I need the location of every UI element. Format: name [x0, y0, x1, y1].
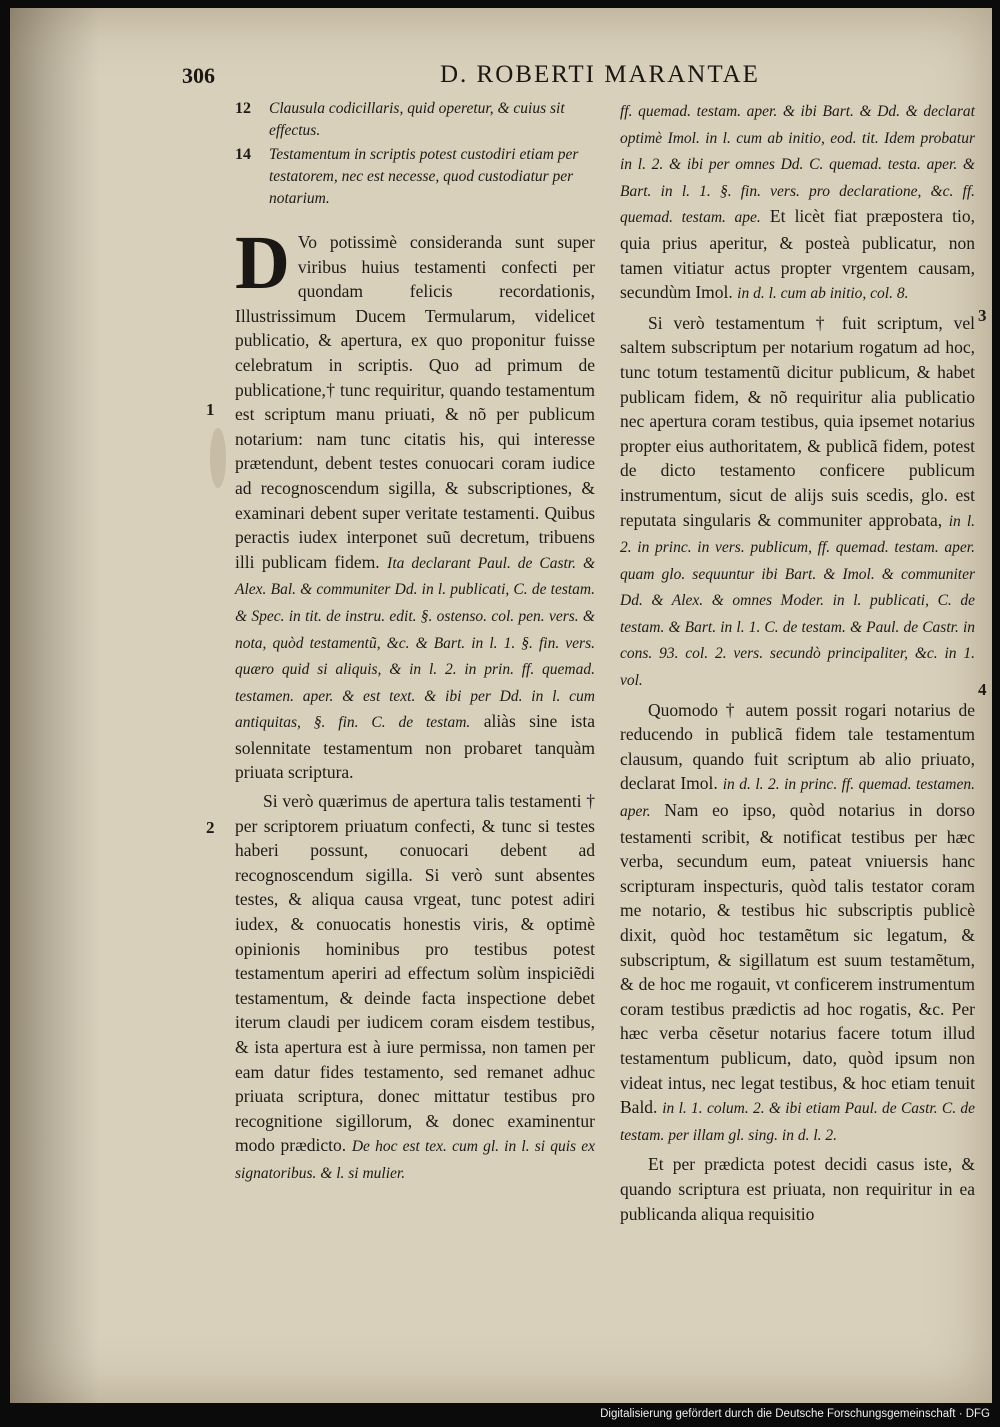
paragraph-4b-text: Nam eo ipso, quòd notarius in dorso testamenti scribit, & notificat testibus per hæc verba, secundum eum, pateat vniuersis hanc scripturam inspecturis, quòd talis testator coram me notario, & testibus hic subscriptis publicè dixit, quòd hoc testamẽtum sic legatum, & subscriptum, & sigillatum est suum testamẽtum, & de hoc me rogauit, vt conficerem instrumentum coram testibus prædictis ad hoc rogatis, &c. Per hæc verba cẽsetur notarius facere totum illud testamentum publicum, dato, quòd ipsum non videat intus, nec legat testibus, & hoc etiam tenuit Bald. — [620, 800, 975, 1118]
paragraph-3-text: Si verò testamentum † fuit scriptum, vel saltem subscriptum per notarium rogatum ad hoc, tunc totum testamentũ dicitur publicum, & habet publicam fidem, & nõ requiritur alia publicatio nec apertura coram testibus, quia ipsemet notarius propter eius authoritatem, & publicã fidem, potest de dicto testamento conficere publicum instrumentum, sicut de alijs suis scedis, glo. est reputata singularis & communiter approbata, — [620, 312, 975, 530]
summary-text: Clausula codicillaris, quid operetur, & cuius sit effectus. — [269, 100, 565, 139]
margin-note-number: 4 — [978, 680, 987, 699]
right-column — [620, 98, 975, 1230]
summary-text: Testamentum in scriptis potest custodiri etiam per testatorem, nec est necesse, quod custodiatur per notarium. — [269, 146, 579, 207]
footer-credit: Digitalisierung gefördert durch die Deutsche Forschungsgemeinschaft · DFG — [600, 1408, 990, 1420]
paragraph-1-text: Vo potissimè consideranda sunt super viribus huius testamenti confecti per quondam felicis recordationis, Illustrissimum Ducem Termularum, videlicet publicatio, & apertura, ex quo proponitur fuisse celebratum in scriptis. Quo ad primum de publicatione,† tunc requiritur, quando testamentum est scriptum manu priuati, & nõ per publicum notarium: nam tunc citatis his, qui interesse prætendunt, debent testes conuocari coram iudice ad recognoscendum sigilla, & subscriptiones, & examinari debent super veritate testamenti. Quibus peractis iudex interponet suũ decretum, tribuens illi publicam fidem. — [235, 232, 595, 572]
binding-gutter — [10, 8, 100, 1403]
paragraph-5-text: Et per prædicta potest decidi casus iste, & quando scriptura est priuata, non requiritur in ea publicanda aliqua requisitio — [620, 1154, 975, 1224]
paragraph-4-text: Quomodo † autem possit rogari notarius de reducendo in publicã fidem tale testamentum clausum, quando fuit scriptum ab alio priuato, declarat Imol. — [620, 699, 975, 794]
paragraph-2-text: Si verò quærimus de apertura talis testamenti † per scriptorem priuatum confecti, & tunc si testes haberi possunt, conuocari debent ad recognoscendum sigilla. Si verò sunt absentes testes, & aliqua causa vrgeat, tunc potest adiri iudex, & conuocatis honestis viris, & optimè opinionis hominibus pro testibus potest testamentum aperiri ad effectum solùm inspiciẽdi testamentum, & deinde facta inspectione debet iterum claudi per iudicem coram eisdem testibus, & ista apertura est à iure permissa, non tamen per eam datur fides testamento, sed remanet adhuc priuata scriptura, donec mittatur testibus pro recognitione sigillorum, & donec examinentur modo prædicto. — [235, 791, 595, 1156]
scanned-page — [10, 8, 992, 1403]
paragraph-4 — [620, 698, 975, 1149]
paragraph-1-reference: Ita declarant Paul. de Castr. & Alex. Bal. & communiter Dd. in l. publicati, C. de testam. & Spec. in tit. de instru. edit. §. ostenso. col. pen. vers. & nota, quòd testamentũ, &c. & Bart. in l. 1. §. fin. vers. quæro quid si aliquis, & in l. 2. in prin. ff. quemad. testamen. aper. & est text. & ibi per Dd. in l. cum antiquitas, §. fin. C. de testam. — [235, 554, 596, 732]
summary-item — [235, 98, 595, 142]
page-number: 306 — [182, 63, 215, 88]
paragraph-3 — [620, 311, 975, 694]
paragraph-1 — [235, 221, 596, 785]
paragraph-5 — [620, 1152, 975, 1226]
paper-stain — [210, 428, 226, 488]
summary-number: 14 — [235, 146, 251, 163]
paragraph-4-reference: in d. l. 2. in princ. ff. quemad. testamen. aper. — [620, 776, 975, 821]
paragraph-0-continued — [620, 98, 975, 307]
paragraph-4b-reference: in l. 1. colum. 2. & ibi etiam Paul. de Castr. C. de testam. per illam gl. sing. in d. l. 2. — [620, 1100, 976, 1144]
header-title: D. ROBERTI MARANTAE — [440, 61, 760, 88]
paragraph-1-tail: aliàs sine ista solennitate testamentum non probaret tanquàm priuata scriptura. — [235, 711, 595, 783]
left-column — [235, 98, 595, 1191]
paragraph-0-text: Et licèt fiat præpostera tio, quia prius aperitur, & posteà publicatur, non tamen vitiatur actus propter vrgentem causam, secundùm Imol. — [620, 206, 975, 303]
summary-item — [235, 144, 595, 210]
paragraph-0-reference-2: in d. l. cum ab initio, col. 8. — [737, 285, 909, 303]
drop-cap: D — [235, 221, 290, 305]
paragraph-2 — [235, 789, 595, 1187]
margin-note-number: 3 — [978, 306, 987, 325]
footer-bar — [0, 1405, 1000, 1427]
paragraph-0-reference: ff. quemad. testam. aper. & ibi Bart. & Dd. & declarat optimè Imol. in l. cum ab initio, eod. tit. Idem probatur in l. 2. & ibi per omnes Dd. C. quemad. testa. aper. & Bart. in l. 1. §. fin. vers. pro declaratione, &c. ff. quemad. testam. ape. — [620, 103, 975, 227]
running-head — [10, 63, 992, 103]
margin-note-number: 2 — [206, 818, 215, 837]
paragraph-2-reference: De hoc est tex. cum gl. in l. si quis ex signatoribus. & l. si mulier. — [235, 1138, 596, 1182]
paragraph-3-reference: in l. 2. in princ. in vers. publicum, ff. quemad. testam. aper. quam glo. sequuntur ibi Bart. & Imol. & communiter Dd. & Alex. & omnes Moder. in l. publicati, C. de testam. & Bart. in l. 1. C. de testam. & Paul. de Castr. in cons. 93. col. 2. vers. secundò principaliter, &c. in 1. vol. — [620, 512, 976, 690]
summary-number: 12 — [235, 100, 251, 117]
margin-note-number: 1 — [206, 400, 215, 419]
